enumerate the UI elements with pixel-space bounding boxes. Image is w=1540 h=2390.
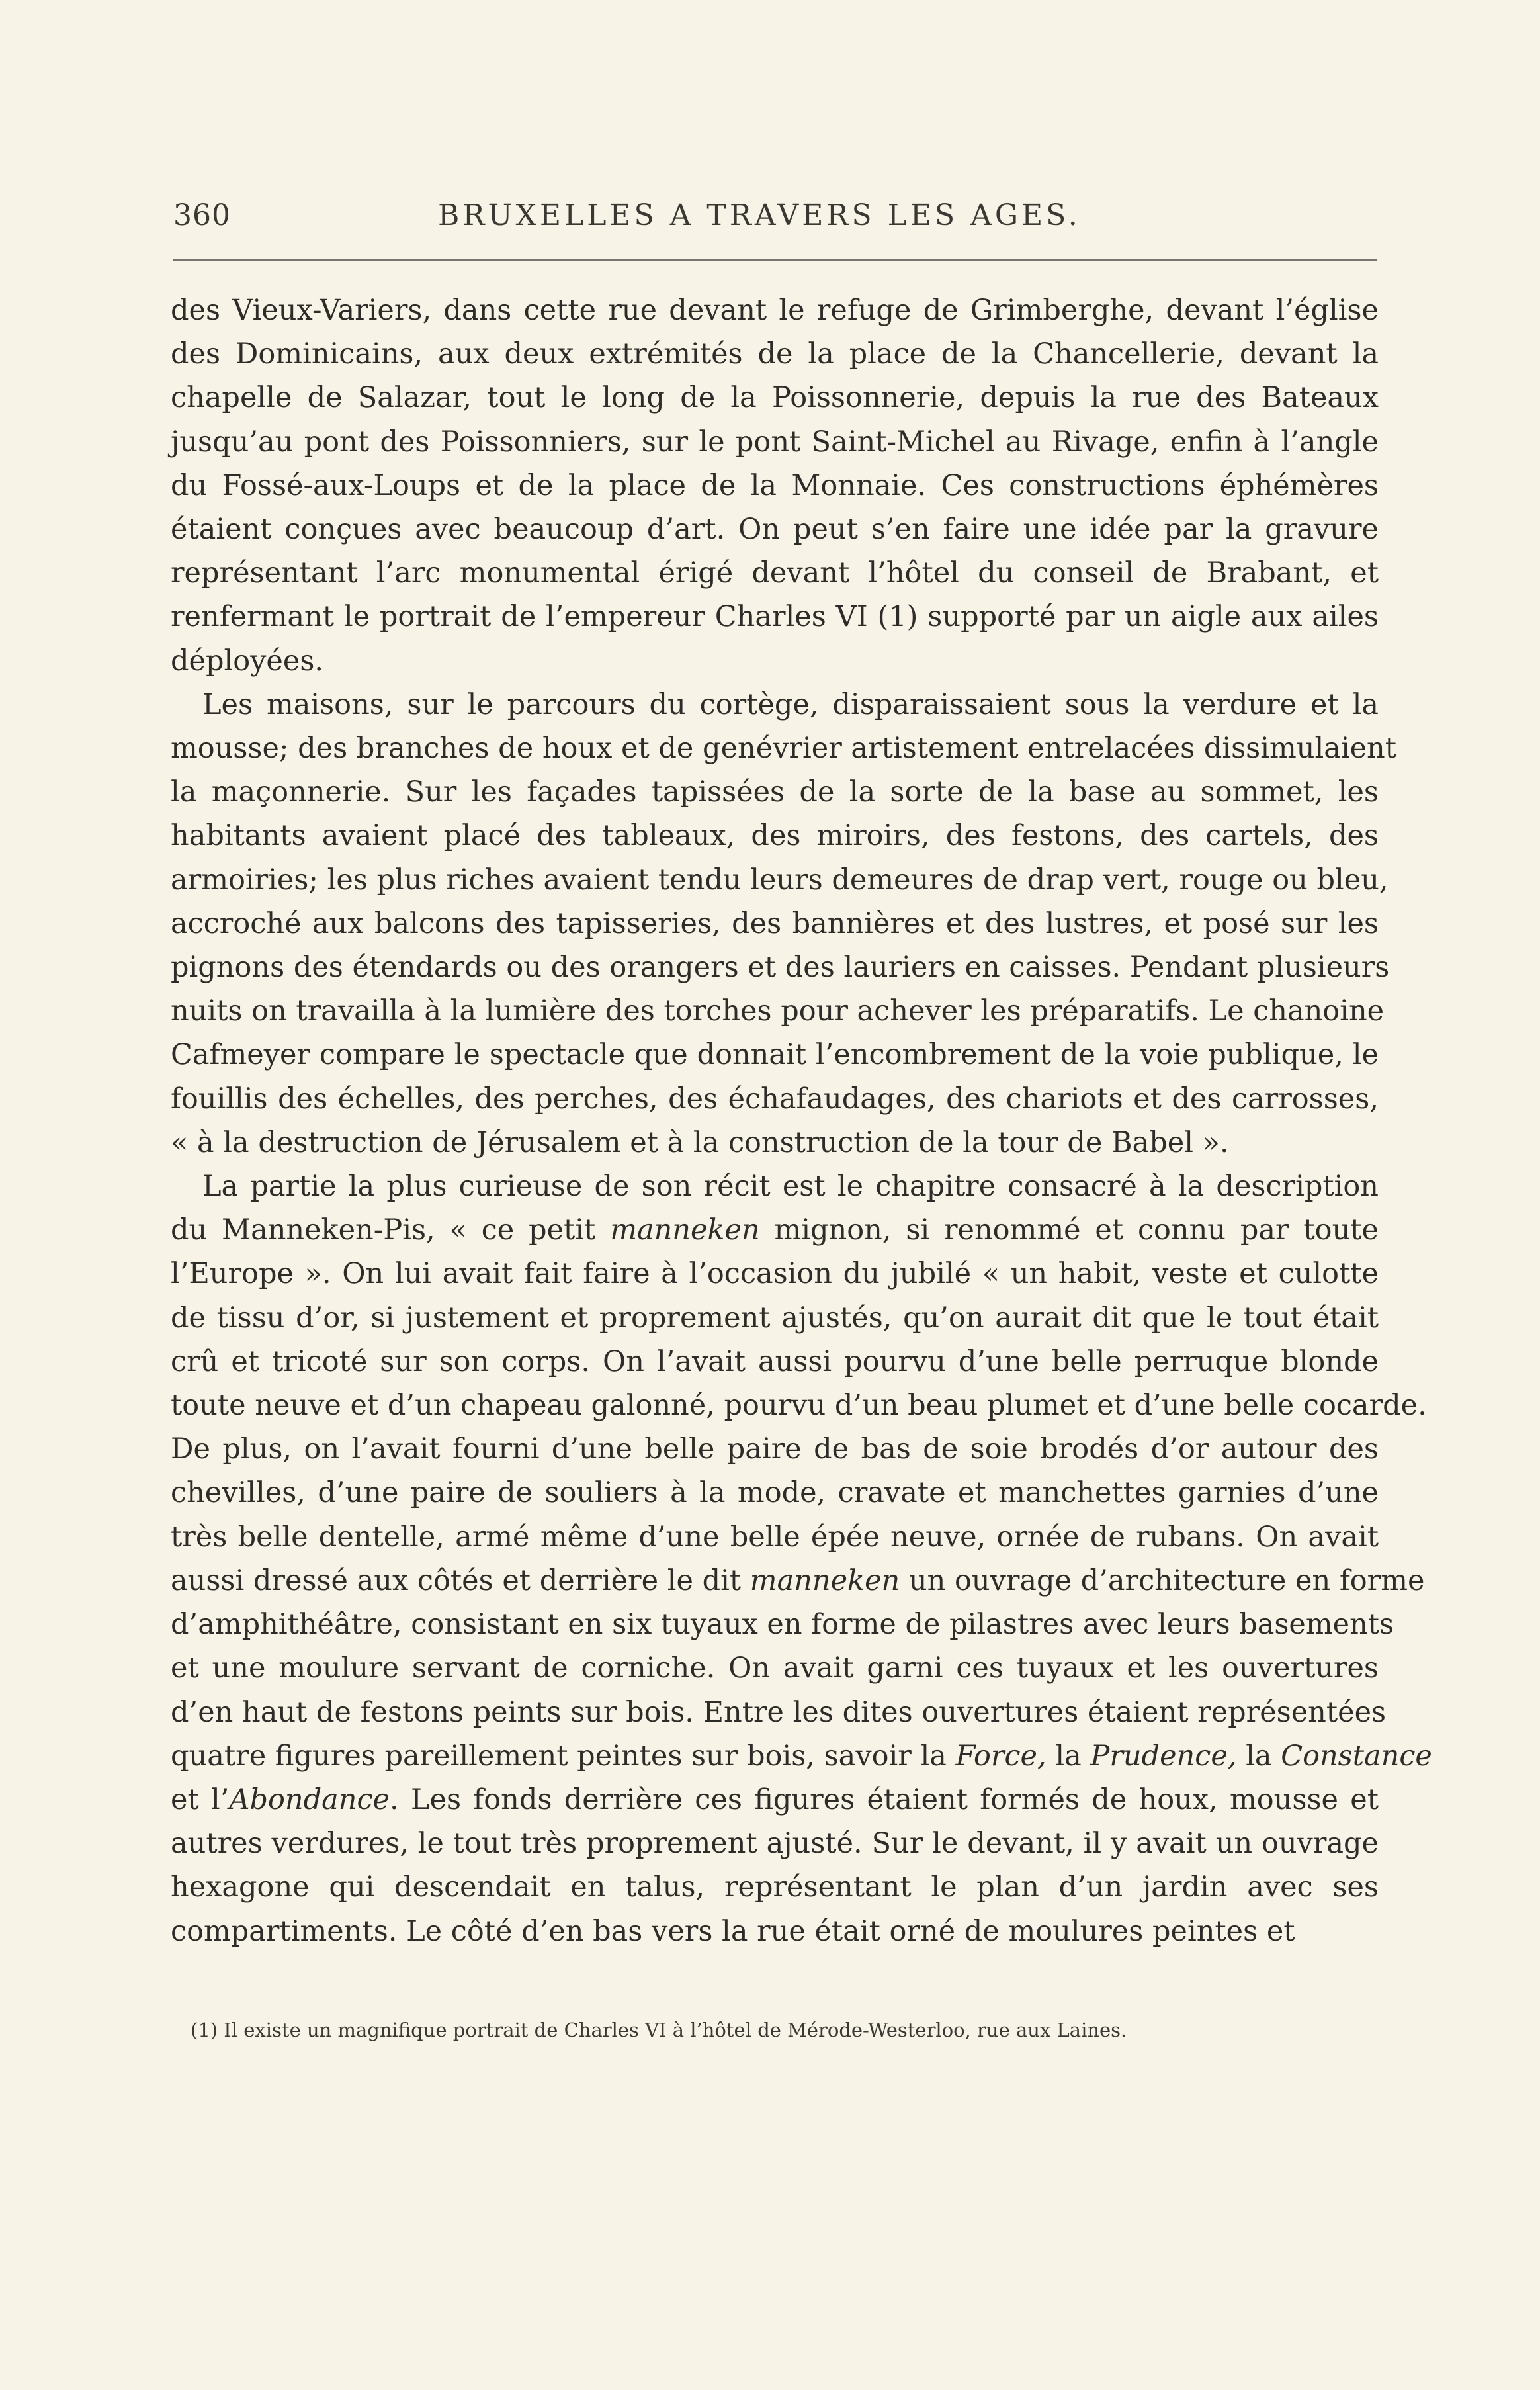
body-text [171,288,1432,1953]
text-line: Cafmeyer compare le spectacle que donnait l’encombrement de la voie publique, le [171,1038,1379,1072]
text-line: des Vieux-Variers, dans cette rue devant le refuge de Grimberghe, devant l’église [171,294,1379,327]
text-line: nuits on travailla à la lumière des torches pour achever les préparatifs. Le chanoine [171,995,1385,1028]
text-line: d’en haut de festons peints sur bois. Entre les dites ouvertures étaient représentées [171,1695,1387,1729]
running-title: BRUXELLES A TRAVERS LES AGES. [438,199,1081,232]
footnote: (1) Il existe un magnifique portrait de Charles VI à l’hôtel de Mérode-Westerloo, rue aux Laines. [191,2019,1127,2041]
text-line: fouillis des échelles, des perches, des échafaudages, des chariots et des carrosses, [171,1082,1379,1116]
text-line: aussi dressé aux côtés et derrière le dit manneken un ouvrage d’architecture en forme [171,1564,1425,1597]
text-line: et une moulure servant de corniche. On avait garni ces tuyaux et les ouvertures [171,1652,1379,1685]
text-line: La partie la plus curieuse de son récit est le chapitre consacré à la description [202,1170,1379,1204]
text-line: mousse; des branches de houx et de genévrier artistement entrelacées dissimulaient [171,732,1397,766]
running-head [173,199,1377,251]
text-line: représentant l’arc monumental érigé devant l’hôtel du conseil de Brabant, et [171,556,1379,590]
text-line: quatre figures pareillement peintes sur bois, savoir la Force, la Prudence, la Constance [171,1739,1432,1773]
page-number: 360 [173,199,231,232]
paragraph-2 [171,683,1397,1165]
paragraph-1 [171,288,1379,683]
paragraph-3 [171,1165,1432,1953]
text-line: renfermant le portrait de l’empereur Charles VI (1) supporté par un aigle aux ailes [171,600,1379,634]
text-line: la maçonnerie. Sur les façades tapissées de la sorte de la base au sommet, les [171,775,1379,809]
text-line: du Manneken-Pis, « ce petit manneken mignon, si renommé et connu par toute [171,1214,1379,1247]
text-line: armoiries; les plus riches avaient tendu leurs demeures de drap vert, rouge ou bleu, [171,863,1389,897]
text-line: jusqu’au pont des Poissonniers, sur le pont Saint-Michel au Rivage, enfin à l’angle [171,425,1379,459]
text-line: des Dominicains, aux deux extrémités de la place de la Chancellerie, devant la [171,337,1379,371]
text-line: toute neuve et d’un chapeau galonné, pourvu d’un beau plumet et d’une belle cocarde. [171,1389,1427,1423]
text-line: hexagone qui descendait en talus, représentant le plan d’un jardin avec ses [171,1871,1379,1904]
text-line: d’amphithéâtre, consistant en six tuyaux en forme de pilastres avec leurs basements [171,1608,1394,1642]
text-line: « à la destruction de Jérusalem et à la construction de la tour de Babel ». [171,1126,1229,1159]
text-line: crû et tricoté sur son corps. On l’avait aussi pourvu d’une belle perruque blonde [171,1345,1379,1378]
text-line: compartiments. Le côté d’en bas vers la rue était orné de moulures peintes et [171,1914,1295,1948]
text-line: chapelle de Salazar, tout le long de la Poissonnerie, depuis la rue des Bateaux [171,381,1379,415]
text-line: habitants avaient placé des tableaux, des miroirs, des festons, des cartels, des [171,819,1379,853]
text-line: accroché aux balcons des tapisseries, des bannières et des lustres, et posé sur les [171,907,1379,940]
text-line: du Fossé-aux-Loups et de la place de la Monnaie. Ces constructions éphémères [171,468,1379,502]
text-line: étaient conçues avec beaucoup d’art. On peut s’en faire une idée par la gravure [171,513,1379,547]
text-line: déployées. [171,644,324,678]
text-line: et l’Abondance. Les fonds derrière ces figures étaient formés de houx, mousse et [171,1783,1379,1816]
header-rule [173,259,1377,261]
text-line: très belle dentelle, armé même d’une belle épée neuve, ornée de rubans. On avait [171,1520,1379,1554]
text-line: pignons des étendards ou des orangers et des lauriers en caisses. Pendant plusieurs [171,951,1390,985]
text-line: l’Europe ». On lui avait fait faire à l’occasion du jubilé « un habit, veste et culotte [171,1257,1379,1291]
text-line: chevilles, d’une paire de souliers à la mode, cravate et manchettes garnies d’une [171,1476,1379,1510]
text-line: Les maisons, sur le parcours du cortège, disparaissaient sous la verdure et la [202,687,1379,721]
text-line: autres verdures, le tout très proprement ajusté. Sur le devant, il y avait un ouvrage [171,1827,1379,1861]
text-line: de tissu d’or, si justement et proprement ajustés, qu’on aurait dit que le tout était [171,1301,1379,1335]
text-line: De plus, on l’avait fourni d’une belle paire de bas de soie brodés d’or autour des [171,1433,1379,1466]
